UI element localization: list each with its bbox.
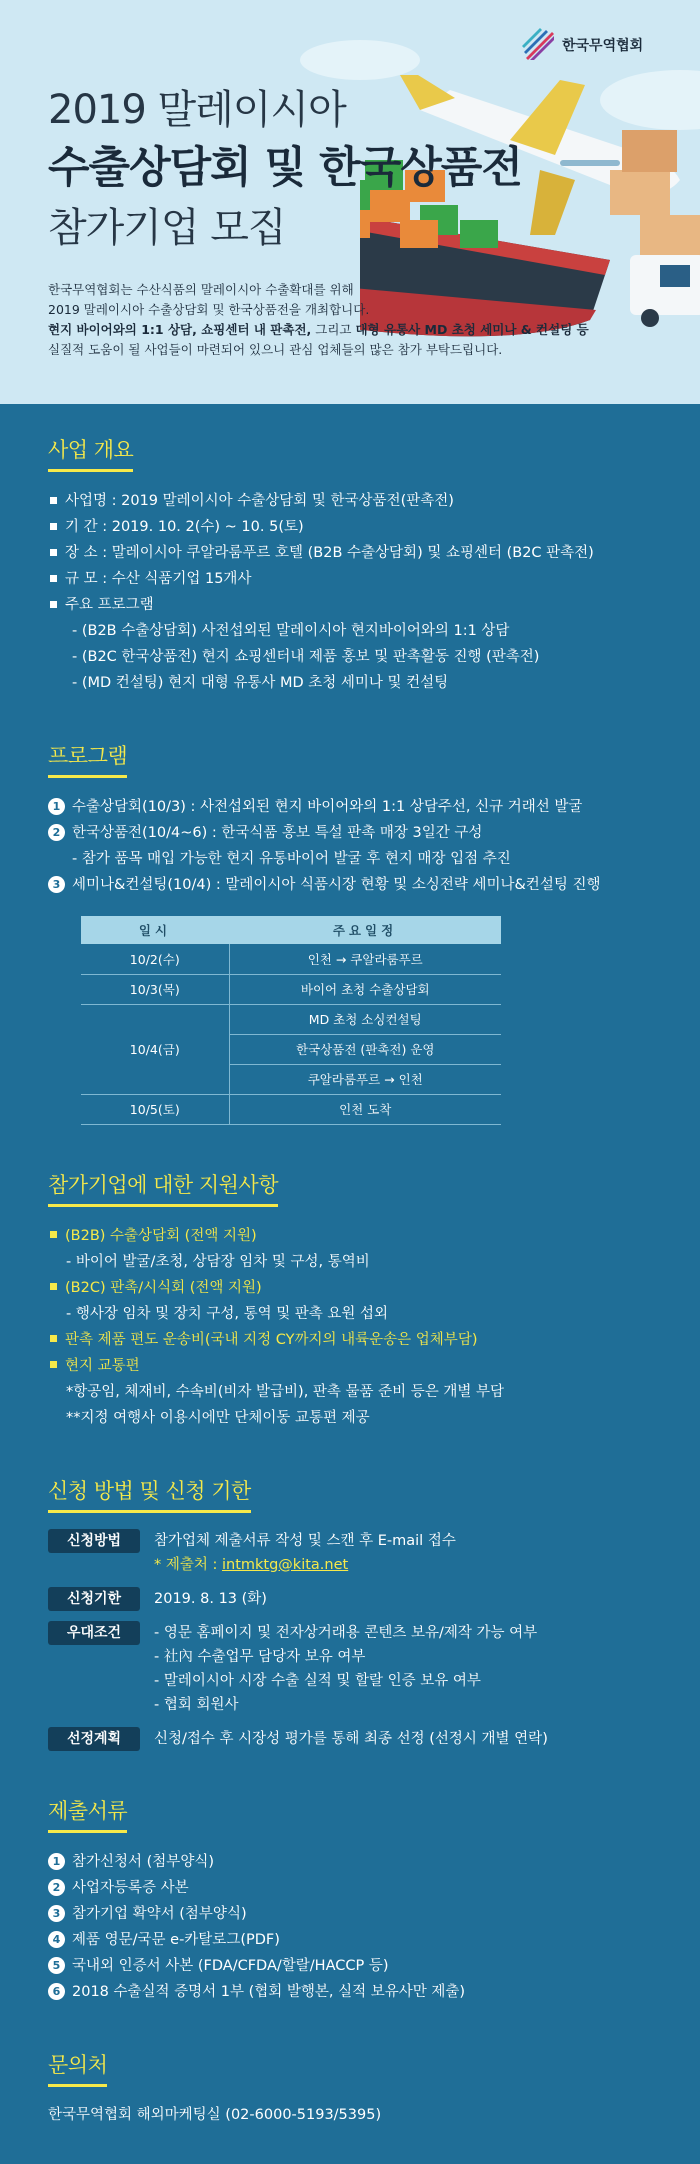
table-row xyxy=(81,1004,501,1034)
section-title: 프로그램 xyxy=(48,740,127,778)
apply-deadline-text: 2019. 8. 13 (화) xyxy=(154,1590,267,1607)
apply-selection-tag: 선정계획 xyxy=(48,1727,140,1751)
number-3-icon: 3 xyxy=(48,876,65,893)
schedule-table xyxy=(81,916,501,1125)
table-row xyxy=(81,1094,501,1124)
apply-method-tag: 신청방법 xyxy=(48,1529,140,1553)
event-cell: MD 초청 소싱컨설팅 xyxy=(229,1004,501,1034)
number-3-icon: 3 xyxy=(48,1905,65,1922)
date-cell: 10/3(목) xyxy=(81,974,229,1004)
apply-section xyxy=(48,1475,652,1751)
list-subitem: - (B2C 한국상품전) 현지 쇼핑센터내 제품 홍보 및 판촉활동 진행 (판촉전) xyxy=(72,649,540,665)
list-item: 기 간 : 2019. 10. 2(수) ~ 10. 5(토) xyxy=(48,514,652,540)
square-bullet-icon xyxy=(50,601,57,608)
hero-title-line1: 2019 말레이시아 xyxy=(48,87,346,133)
section-title: 문의처 xyxy=(48,2049,107,2087)
list-item: 1 참가신청서 (첨부양식) xyxy=(48,1849,652,1875)
number-1-icon: 1 xyxy=(48,798,65,815)
list-item: 주요 프로그램 xyxy=(48,592,652,618)
list-item: 5 국내외 인증서 사본 (FDA/CFDA/할랄/HACCP 등) xyxy=(48,1953,652,1979)
number-5-icon: 5 xyxy=(48,1957,65,1974)
list-item: 6 2018 수출실적 증명서 1부 (협회 발행본, 실적 보유사만 제출) xyxy=(48,1979,652,2005)
square-bullet-icon xyxy=(50,1335,57,1342)
square-bullet-icon xyxy=(50,1231,57,1238)
preference-item: - 말레이시아 시장 수출 실적 및 할랄 인증 보유 여부 xyxy=(154,1672,481,1689)
apply-selection-row xyxy=(48,1727,652,1751)
apply-preference-tag: 우대조건 xyxy=(48,1621,140,1645)
section-title: 신청 방법 및 신청 기한 xyxy=(48,1475,251,1513)
support-section xyxy=(48,1169,652,1431)
list-item: 장 소 : 말레이시아 쿠알라룸푸르 호텔 (B2B 수출상담회) 및 쇼핑센터 (B2C 판촉전) xyxy=(48,540,652,566)
truck-icon xyxy=(630,255,700,327)
list-subitem: - 바이어 발굴/초청, 상담장 임차 및 구성, 통역비 xyxy=(66,1253,370,1270)
list-item: 4 제품 영문/국문 e-카탈로그(PDF) xyxy=(48,1927,652,1953)
list-subitem: - (MD 컨설팅) 현지 대형 유통사 MD 초청 세미나 및 컨설팅 xyxy=(72,675,449,691)
list-item: 현지 교통편 xyxy=(48,1353,652,1379)
event-cell: 쿠알라룸푸르 → 인천 xyxy=(229,1064,501,1094)
event-cell: 인천 → 쿠알라룸푸르 xyxy=(229,944,501,974)
hero-title-line3: 참가기업 모집 xyxy=(48,205,286,251)
list-subitem: - 참가 품목 매입 가능한 현지 유통바이어 발굴 후 현지 매장 입점 추진 xyxy=(72,851,511,867)
apply-method-row xyxy=(48,1529,652,1577)
apply-deadline-tag: 신청기한 xyxy=(48,1587,140,1611)
apply-email-line: * 제출처 : intmktg@kita.net xyxy=(154,1556,349,1573)
apply-preference-row xyxy=(48,1621,652,1717)
hero-title-line2: 수출상담회 및 한국상품전 xyxy=(48,143,522,193)
square-bullet-icon xyxy=(50,1283,57,1290)
list-item: 판촉 제품 편도 운송비(국내 지정 CY까지의 내륙운송은 업체부담) xyxy=(48,1327,652,1353)
apply-selection-text: 신청/접수 후 시장성 평가를 통해 최종 선정 (선정시 개별 연락) xyxy=(154,1730,548,1747)
apply-method-text: 참가업체 제출서류 작성 및 스캔 후 E-mail 접수 xyxy=(154,1532,456,1549)
list-item: 2 사업자등록증 사본 xyxy=(48,1875,652,1901)
email-link[interactable]: intmktg@kita.net xyxy=(221,1556,349,1573)
list-item: (B2C) 판촉/시식회 (전액 지원) xyxy=(48,1275,652,1301)
contact-section xyxy=(48,2049,652,2124)
list-item: 2 한국상품전(10/4~6) : 한국식품 홍보 특설 판촉 매장 3일간 구성 xyxy=(48,820,652,846)
table-row xyxy=(81,974,501,1004)
number-2-icon: 2 xyxy=(48,824,65,841)
preference-item: - 社內 수출업무 담당자 보유 여부 xyxy=(154,1648,366,1665)
number-6-icon: 6 xyxy=(48,1983,65,2000)
date-cell: 10/4(금) xyxy=(81,1004,229,1094)
table-header-row xyxy=(81,916,501,944)
kita-logo[interactable] xyxy=(522,28,643,62)
section-title: 사업 개요 xyxy=(48,434,133,472)
logo-text: 한국무역협회 xyxy=(562,38,644,54)
hero-desc-line: 한국무역협회는 수산식품의 말레이시아 수출확대를 위해 xyxy=(48,282,354,297)
main-content xyxy=(0,404,700,2164)
preference-item: - 협회 회원사 xyxy=(154,1696,239,1713)
documents-section xyxy=(48,1795,652,2005)
date-cell: 10/5(토) xyxy=(81,1094,229,1124)
list-item: 1 수출상담회(10/3) : 사전섭외된 현지 바이어와의 1:1 상담주선, 신규 거래선 발굴 xyxy=(48,794,652,820)
list-item: 3 세미나&컨설팅(10/4) : 말레이시아 식품시장 현황 및 소싱전략 세미나&컨설팅 진행 xyxy=(48,872,652,898)
preference-item: - 영문 홈페이지 및 전자상거래용 콘텐츠 보유/제작 가능 여부 xyxy=(154,1624,538,1641)
section-title: 제출서류 xyxy=(48,1795,127,1833)
table-row xyxy=(81,944,501,974)
section-title: 참가기업에 대한 지원사항 xyxy=(48,1169,278,1207)
square-bullet-icon xyxy=(50,575,57,582)
hero-banner xyxy=(0,0,700,404)
number-1-icon: 1 xyxy=(48,1853,65,1870)
hero-desc-line: 실질적 도움이 될 사업들이 마련되어 있으니 관심 업체들의 많은 참가 부탁드립니다. xyxy=(48,342,503,357)
event-cell: 한국상품전 (판촉전) 운영 xyxy=(229,1034,501,1064)
event-cell: 바이어 초청 수출상담회 xyxy=(229,974,501,1004)
list-subitem: **지정 여행사 이용시에만 단체이동 교통편 제공 xyxy=(66,1409,370,1426)
list-subitem: *항공임, 체재비, 수속비(비자 발급비), 판촉 물품 준비 등은 개별 부담 xyxy=(66,1383,505,1400)
square-bullet-icon xyxy=(50,523,57,530)
list-item: (B2B) 수출상담회 (전액 지원) xyxy=(48,1223,652,1249)
table-header: 일시 xyxy=(81,916,229,944)
program-section xyxy=(48,740,652,1125)
list-subitem: - 행사장 임차 및 장치 구성, 통역 및 판촉 요원 섭외 xyxy=(66,1305,389,1322)
list-item: 규 모 : 수산 식품기업 15개사 xyxy=(48,566,652,592)
list-subitem: - (B2B 수출상담회) 사전섭외된 말레이시아 현지바이어와의 1:1 상담 xyxy=(72,623,510,639)
number-2-icon: 2 xyxy=(48,1879,65,1896)
square-bullet-icon xyxy=(50,497,57,504)
list-item: 사업명 : 2019 말레이시아 수출상담회 및 한국상품전(판촉전) xyxy=(48,488,652,514)
hero-desc-line: 2019 말레이시아 수출상담회 및 한국상품전을 개최합니다. xyxy=(48,302,370,317)
number-4-icon: 4 xyxy=(48,1931,65,1948)
hero-desc-line: 현지 바이어와의 1:1 상담, 쇼핑센터 내 판촉전, 그리고 대형 유통사 MD 초청 세미나 & 컨설팅 등 xyxy=(48,322,589,337)
table-header: 주요일정 xyxy=(229,916,501,944)
square-bullet-icon xyxy=(50,549,57,556)
date-cell: 10/2(수) xyxy=(81,944,229,974)
overview-section xyxy=(48,434,652,696)
apply-deadline-row xyxy=(48,1587,652,1611)
square-bullet-icon xyxy=(50,1361,57,1368)
contact-text: 한국무역협회 해외마케팅실 (02-6000-5193/5395) xyxy=(48,2106,382,2123)
kita-logo-icon xyxy=(522,28,556,62)
hero-description xyxy=(48,280,608,360)
event-cell: 인천 도착 xyxy=(229,1094,501,1124)
list-item: 3 참가기업 확약서 (첨부양식) xyxy=(48,1901,652,1927)
